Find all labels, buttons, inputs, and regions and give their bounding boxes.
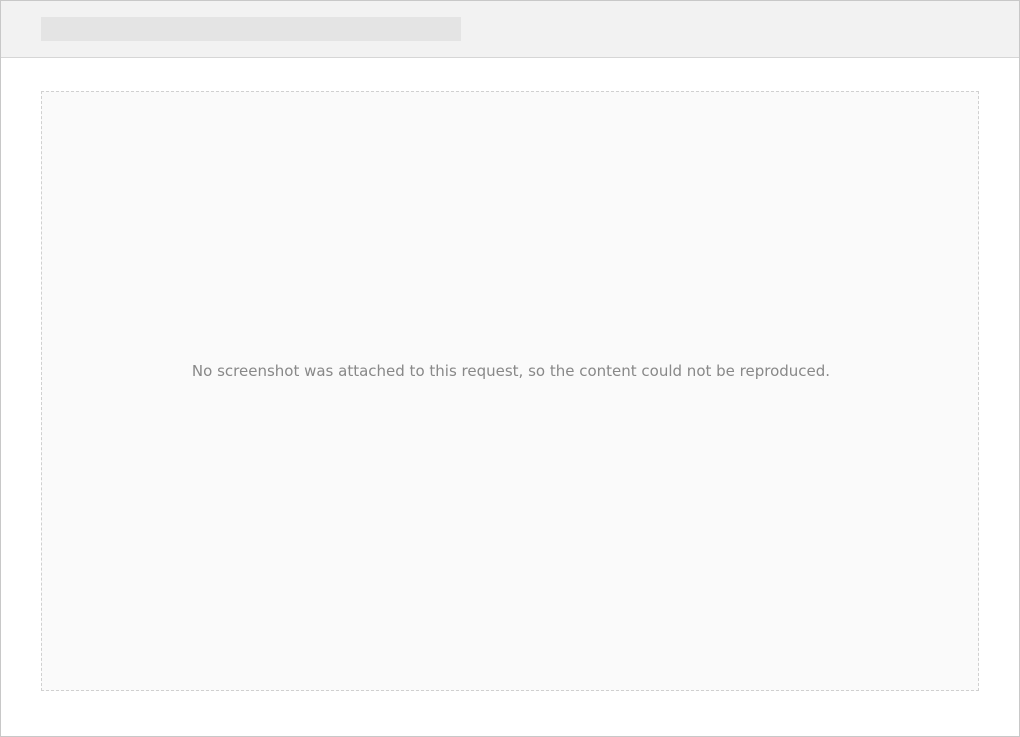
title-placeholder bbox=[41, 17, 461, 41]
missing-image-notice: No screenshot was attached to this request, so the content could not be reproduced. bbox=[191, 362, 831, 380]
content-placeholder bbox=[41, 91, 979, 691]
header-band bbox=[1, 1, 1019, 58]
